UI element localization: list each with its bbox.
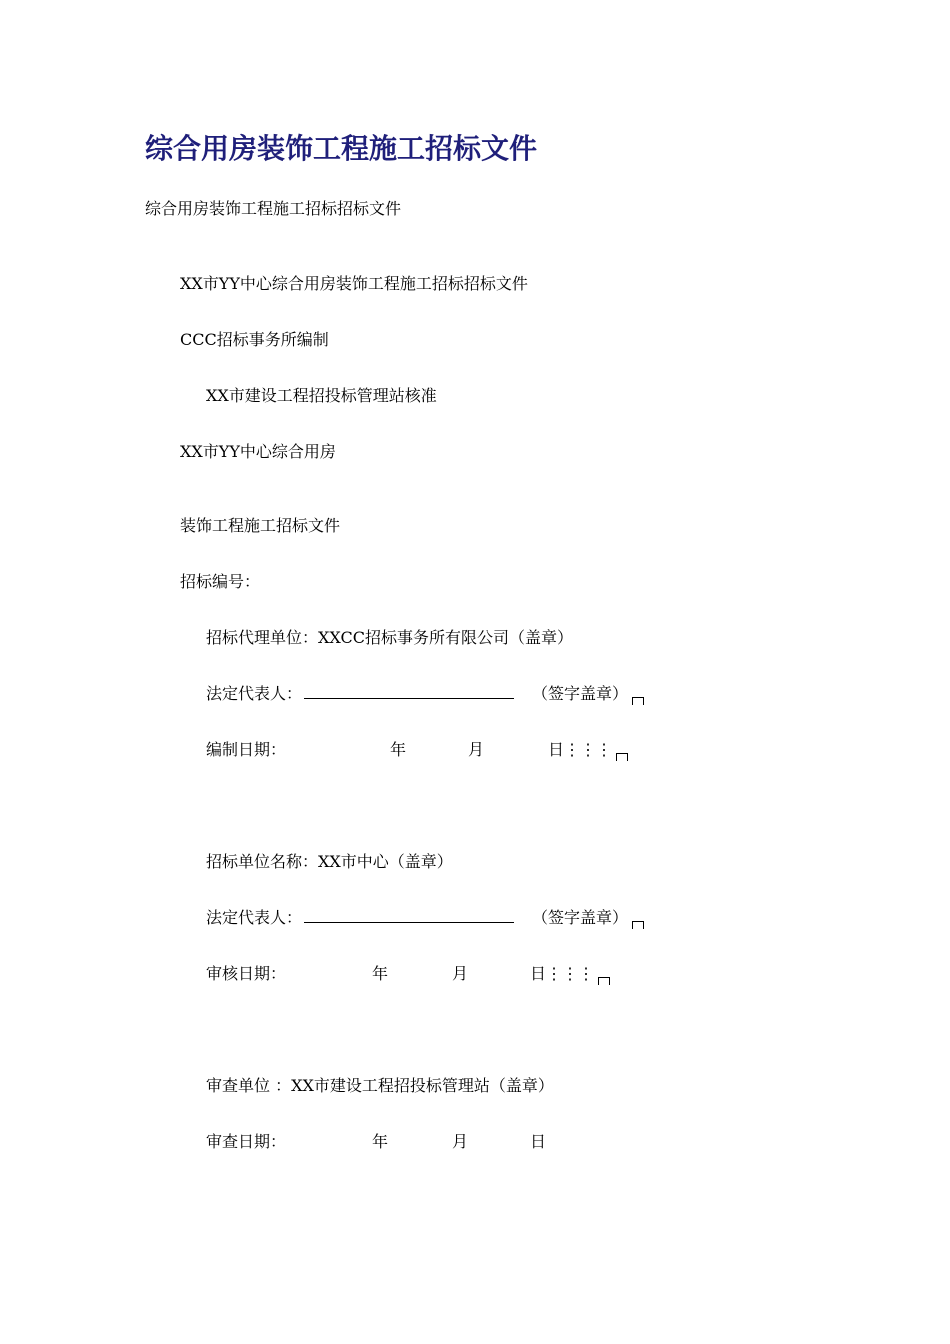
agent-date-row xyxy=(206,740,613,760)
tenderer-date-month: 月 xyxy=(452,964,469,983)
bid-number-label: 招标编号： xyxy=(180,572,261,591)
cover-line-1: XX市YY中心综合用房装饰工程施工招标招标文件 xyxy=(180,274,528,293)
cover-line-2: CCC招标事务所编制 xyxy=(180,330,329,349)
tenderer-date-label: 审核日期： xyxy=(206,964,287,983)
document-subtitle: 综合用房装饰工程施工招标招标文件 xyxy=(145,199,402,218)
reviewer-unit: 审查单位 ：XX市建设工程招投标管理站（盖章） xyxy=(206,1076,554,1095)
agent-rep-label: 法定代表人： xyxy=(206,684,303,703)
reviewer-date-year: 年 xyxy=(372,1132,389,1151)
corner-mark-icon xyxy=(632,697,644,705)
corner-mark-icon xyxy=(598,977,610,985)
tenderer-date-day xyxy=(530,964,610,985)
reviewer-date-label: 审查日期： xyxy=(206,1132,287,1151)
corner-mark-icon xyxy=(632,921,644,929)
tenderer-date-day-text: 日⋮⋮⋮ xyxy=(530,964,595,983)
tenderer-rep-label: 法定代表人： xyxy=(206,908,303,927)
document-title: 综合用房装饰工程施工招标文件 xyxy=(145,132,538,165)
agent-unit: 招标代理单位：XXCC招标事务所有限公司（盖章） xyxy=(206,628,573,647)
cover-line-5: 装饰工程施工招标文件 xyxy=(180,516,341,535)
reviewer-date-day: 日 xyxy=(530,1132,547,1151)
tenderer-signature-line xyxy=(304,908,514,923)
agent-representative-row xyxy=(206,684,644,705)
tenderer-date-year: 年 xyxy=(372,964,389,983)
agent-signature-line xyxy=(304,684,514,699)
tenderer-representative-row xyxy=(206,908,644,929)
agent-date-day-text: 日⋮⋮⋮ xyxy=(548,740,613,759)
reviewer-date-month: 月 xyxy=(452,1132,469,1151)
agent-date-year: 年 xyxy=(390,740,407,759)
reviewer-date-row xyxy=(206,1132,547,1152)
tenderer-rep-suffix: （签字盖章） xyxy=(532,908,629,927)
corner-mark-icon xyxy=(616,753,628,761)
cover-line-3: XX市建设工程招投标管理站核准 xyxy=(206,386,437,405)
agent-date-month: 月 xyxy=(468,740,485,759)
cover-line-4: XX市YY中心综合用房 xyxy=(180,442,336,461)
agent-date-label: 编制日期： xyxy=(206,740,287,759)
tenderer-date-row xyxy=(206,964,595,984)
tenderer-unit: 招标单位名称：XX市中心（盖章） xyxy=(206,852,453,871)
agent-rep-suffix: （签字盖章） xyxy=(532,684,629,703)
agent-date-day xyxy=(548,740,628,761)
